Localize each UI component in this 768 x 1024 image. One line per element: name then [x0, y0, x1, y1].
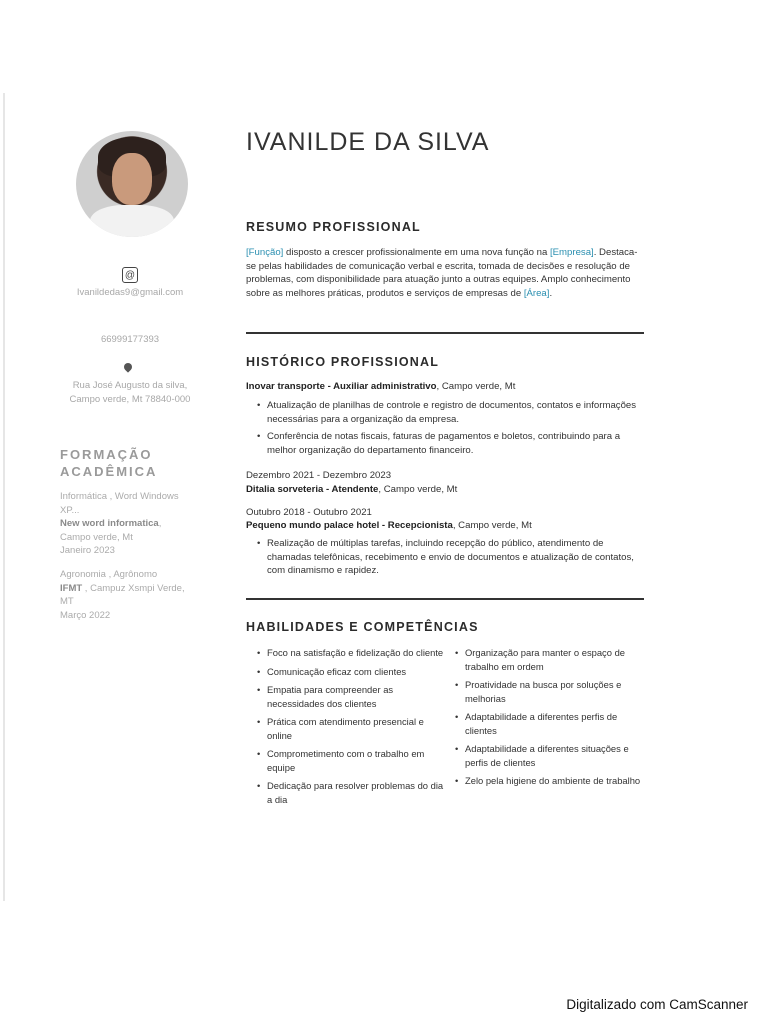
- list-item: • Atualização de planilhas de controle e registro de documentos, contatos e informações necessárias para a organização da empresa.: [267, 399, 644, 426]
- education-date: Janeiro 2023: [60, 545, 115, 556]
- location-pin-icon: [122, 361, 133, 372]
- address-line-2: Campo verde, Mt 78840-000: [69, 394, 191, 405]
- job-company-role: Pequeno mundo palace hotel - Recepcionista: [246, 520, 453, 531]
- list-item: • Comunicação eficaz com clientes: [246, 665, 444, 679]
- education-item: [60, 568, 200, 622]
- section-divider: [246, 598, 644, 600]
- list-item: • Comprometimento com o trabalho em equipe: [246, 747, 444, 774]
- education-course: Informática , Word Windows XP...: [60, 491, 179, 516]
- education-institution: New word informatica: [60, 518, 159, 529]
- list-item: • Conferência de notas fiscais, faturas de pagamentos e boletos, contribuindo para a melhor organização do departamento financeiro.: [267, 430, 644, 457]
- contact-email[interactable]: Ivanildedas9@gmail.com: [76, 287, 184, 298]
- education-location: , Campuz Xsmpi Verde, MT: [60, 582, 185, 607]
- page-edge-line: [3, 93, 5, 901]
- list-item: • Proatividade na busca por soluções e melhorias: [444, 678, 642, 705]
- education-location: Campo verde, Mt: [60, 531, 133, 543]
- list-item: • Adaptabilidade a diferentes situações e perfis de clientes: [444, 742, 642, 769]
- job-company-role: Inovar transporte - Auxiliar administrativo: [246, 381, 437, 392]
- education-institution: IFMT: [60, 582, 83, 594]
- job-dates: Dezembro 2021 - Dezembro 2023: [246, 470, 392, 481]
- profile-photo: [76, 131, 188, 237]
- job-title-line: [246, 483, 457, 496]
- address-line-1: Rua José Augusto da silva,: [72, 380, 188, 391]
- job-bullets: [246, 537, 644, 582]
- summary-title: RESUMO PROFISSIONAL: [246, 220, 421, 234]
- education-heading: [60, 446, 210, 480]
- job-location: , Campo verde, Mt: [378, 484, 458, 495]
- job-company-role: Ditalia sorveteria - Atendente: [246, 484, 379, 495]
- education-course: Agronomia , Agrônomo: [60, 569, 158, 580]
- summary-text: [Função] disposto a crescer profissionalmente em uma nova função na [Empresa]. Destaca-se pelas habilidades de comunicação verbal e escrita, tomada de decisões e resolução de problemas, com disponibilidade para atuação junto a outras equipes. Amplo conhecimento sobre as melhores práticas, produtos e serviços de empresas de [Área].: [246, 247, 638, 299]
- candidate-name: IVANILDE DA SILVA: [246, 128, 490, 156]
- contact-address: [50, 379, 210, 407]
- job-location: , Campo verde, Mt: [452, 520, 532, 531]
- job-bullets: [246, 399, 644, 461]
- camscanner-watermark: Digitalizado com CamScanner: [566, 997, 748, 1012]
- list-item: • Dedicação para resolver problemas do dia a dia: [246, 779, 444, 806]
- contact-phone: 66999177393: [100, 334, 160, 345]
- list-item: • Empatia para compreender as necessidades dos clientes: [246, 683, 444, 710]
- education-heading-line-2: ACADÊMICA: [60, 464, 158, 479]
- role-placeholder: [Função]: [246, 247, 284, 258]
- list-item: • Realização de múltiplas tarefas, incluindo recepção do público, atendimento de chamadas telefônicas, recebimento e envio de documentos e atualização de contatos, com dinamismo e rapidez.: [267, 537, 644, 578]
- email-icon: @: [122, 267, 138, 283]
- job-title-line: [246, 519, 532, 532]
- education-item: Informática , Word Windows XP... New word informatica, Campo verde, Mt Janeiro 2023: [60, 490, 200, 558]
- section-divider: [246, 332, 644, 334]
- skills-title: HABILIDADES E COMPETÊNCIAS: [246, 620, 479, 634]
- list-item: • Prática com atendimento presencial e online: [246, 715, 444, 742]
- company-placeholder: [Empresa]: [549, 247, 594, 258]
- job-dates: Outubro 2018 - Outubro 2021: [246, 507, 372, 518]
- skills-column-left: [246, 646, 444, 811]
- history-title: HISTÓRICO PROFISSIONAL: [246, 355, 440, 369]
- list-item: • Organização para manter o espaço de trabalho em ordem: [444, 646, 642, 673]
- skills-column-right: [444, 646, 642, 793]
- list-item: • Foco na satisfação e fidelização do cliente: [246, 646, 444, 660]
- list-item: • Zelo pela higiene do ambiente de trabalho: [444, 774, 642, 788]
- list-item: • Adaptabilidade a diferentes perfis de clientes: [444, 710, 642, 737]
- job-title-line: [246, 380, 515, 393]
- job-location: , Campo verde, Mt: [436, 381, 516, 392]
- area-placeholder: [Área]: [523, 287, 550, 299]
- education-heading-line-1: FORMAÇÃO: [60, 447, 153, 462]
- education-date: Março 2022: [60, 609, 111, 621]
